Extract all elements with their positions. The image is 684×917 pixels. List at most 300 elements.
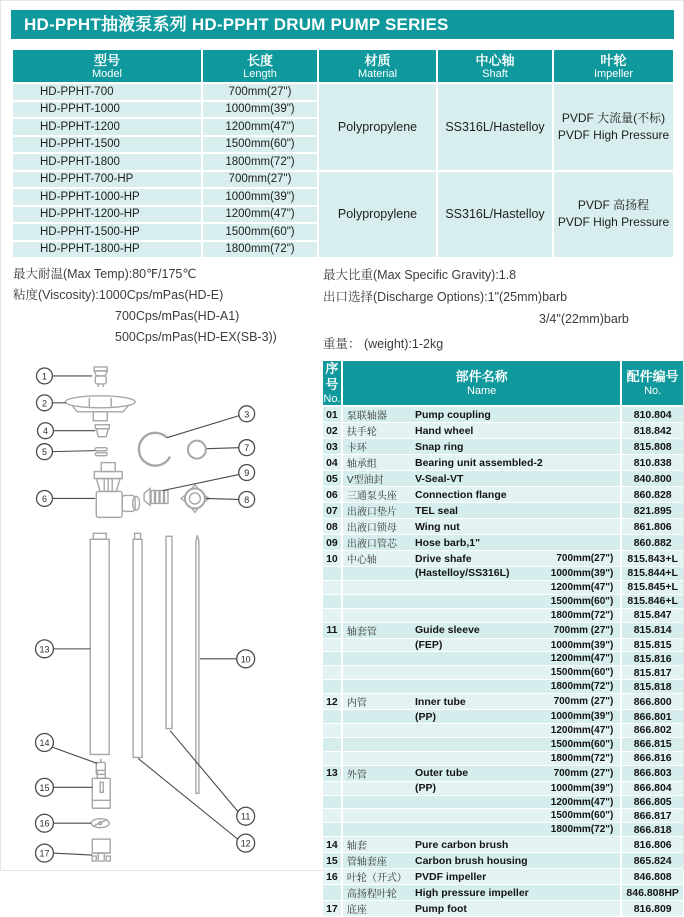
part-name-cn-cell	[342, 795, 411, 809]
length-cell: 1200mm(47")	[203, 207, 317, 223]
part-size-cell: 700mm (27")	[547, 765, 622, 781]
part-no-cell: 05	[323, 471, 342, 487]
part-name-cn-cell: 三通泵头座	[342, 487, 411, 503]
part-name-en-cell: High pressure impeller	[411, 885, 547, 901]
part-name-en-cell: V-Seal-VT	[411, 471, 547, 487]
part-size-cell: 1800mm(72")	[547, 823, 622, 837]
parts-table-row	[323, 551, 683, 567]
part-size-cell: 1800mm(72")	[547, 751, 622, 765]
part-code-cell: 815.845+L	[621, 580, 683, 594]
part-size-cell: 1000mm(39")	[547, 638, 622, 652]
part-code-cell: 866.805	[621, 795, 683, 809]
part-no-cell	[323, 751, 342, 765]
parts-header-code	[621, 361, 683, 406]
part-no-cell	[323, 652, 342, 666]
specs-right-block	[323, 264, 629, 355]
part-name-en-cell: (PP)	[411, 781, 547, 795]
part-name-en-cell: (Hastelloy/SS316L)	[411, 567, 547, 581]
tel-seal-drawing	[188, 441, 206, 459]
parts-table-row	[323, 439, 683, 455]
part-no-cell: 06	[323, 487, 342, 503]
part-size-cell	[547, 423, 622, 439]
part-no-cell	[323, 823, 342, 837]
parts-table-row	[323, 519, 683, 535]
part-name-en-cell: Hand wheel	[411, 423, 547, 439]
part-code-cell: 866.817	[621, 809, 683, 823]
part-name-en-cell	[411, 666, 547, 680]
parts-table-row	[323, 455, 683, 471]
part-name-cn-cell: 高扬程叶轮	[342, 885, 411, 901]
part-code-cell: 866.816	[621, 751, 683, 765]
parts-table-row	[323, 795, 683, 809]
part-code-cell: 815.844+L	[621, 567, 683, 581]
svg-text:16: 16	[39, 818, 50, 829]
inner-tube-drawing	[133, 533, 142, 757]
header-label-en: Length	[243, 67, 277, 80]
part-code-cell: 866.801	[621, 710, 683, 724]
part-name-en-cell: (PP)	[411, 710, 547, 724]
part-size-cell: 1800mm(72")	[547, 608, 622, 622]
parts-header-row	[323, 361, 683, 406]
part-name-cn-cell: 出液口锁母	[342, 519, 411, 535]
header-label-en: Impeller	[593, 67, 634, 80]
part-name-cn-cell: 中心轴	[342, 551, 411, 567]
part-name-cn-cell: 底座	[342, 901, 411, 917]
length-cell: 1500mm(60")	[203, 224, 317, 240]
part-code-cell: 815.846+L	[621, 594, 683, 608]
parts-table-row	[323, 638, 683, 652]
length-cell: 1200mm(47")	[203, 119, 317, 135]
spec-table-header	[13, 50, 673, 82]
callout-3	[239, 406, 255, 422]
header-label-en: Shaft	[482, 67, 508, 80]
spec-header-cell	[554, 50, 673, 82]
pump-coupling-drawing	[94, 367, 107, 387]
v-seal-drawing	[95, 448, 107, 456]
part-code-cell: 846.808	[621, 869, 683, 885]
parts-table-row	[323, 885, 683, 901]
hand-wheel-drawing	[65, 396, 135, 421]
part-code-cell: 860.882	[621, 535, 683, 551]
spec-table	[11, 48, 675, 259]
length-cell: 1800mm(72")	[203, 154, 317, 170]
part-size-cell: 700mm (27")	[547, 622, 622, 638]
model-cell: HD-PPHT-1800-HP	[13, 242, 201, 258]
part-name-cn-cell: 轴承组	[342, 455, 411, 471]
header-label-cn: 长度	[246, 52, 273, 68]
callout-7	[239, 440, 255, 456]
svg-text:15: 15	[39, 782, 50, 793]
impeller-drawing	[91, 819, 109, 828]
length-cell: 1000mm(39")	[203, 102, 317, 118]
parts-table-row	[323, 837, 683, 853]
part-name-en-cell	[411, 809, 547, 823]
part-name-cn-cell: 内管	[342, 694, 411, 710]
parts-table-header	[323, 361, 683, 406]
part-code-cell: 866.818	[621, 823, 683, 837]
part-no-cell: 12	[323, 694, 342, 710]
part-size-cell: 1000mm(39")	[547, 710, 622, 724]
parts-header-no	[323, 361, 342, 406]
part-name-cn-cell	[342, 666, 411, 680]
model-cell: HD-PPHT-1200	[13, 119, 201, 135]
header-label-cn: 中心轴	[475, 52, 515, 68]
shaft-cell: SS316L/Hastelloy	[438, 84, 552, 170]
part-name-cn-cell: 轴套管	[342, 622, 411, 638]
spec-text-line: 最大耐温(Max Temp):80℉/175℃	[13, 267, 197, 281]
impeller-cn: PVDF 大流量(不标)	[561, 110, 666, 125]
model-cell: HD-PPHT-1000	[13, 102, 201, 118]
svg-text:1: 1	[41, 371, 47, 382]
part-size-cell: 700mm(27")	[547, 551, 622, 567]
part-name-en-cell: TEL seal	[411, 503, 547, 519]
part-no-cell: 17	[323, 901, 342, 917]
part-no-cell: 15	[323, 853, 342, 869]
header-label-cn: 叶轮	[600, 52, 627, 68]
impeller-en: PVDF High Pressure	[557, 215, 670, 230]
part-name-en-cell: Snap ring	[411, 439, 547, 455]
part-no-cell: 08	[323, 519, 342, 535]
part-name-cn-cell: 轴套	[342, 837, 411, 853]
svg-text:3: 3	[244, 409, 250, 420]
part-name-cn-cell	[342, 751, 411, 765]
part-size-cell: 1500mm(60")	[547, 737, 622, 751]
part-code-cell: 815.843+L	[621, 551, 683, 567]
parts-table-row	[323, 423, 683, 439]
part-no-cell	[323, 608, 342, 622]
parts-table-row	[323, 594, 683, 608]
connection-flange-drawing	[94, 463, 139, 518]
spec-text-line: 最大比重(Max Specific Gravity):1.8	[323, 268, 517, 282]
svg-text:6: 6	[41, 493, 47, 504]
part-code-cell: 866.800	[621, 694, 683, 710]
part-code-cell: 815.815	[621, 638, 683, 652]
part-name-cn-cell	[342, 652, 411, 666]
part-code-cell: 866.803	[621, 765, 683, 781]
part-code-cell: 816.809	[621, 901, 683, 917]
part-size-cell	[547, 869, 622, 885]
part-size-cell	[547, 406, 622, 423]
part-no-cell: 14	[323, 837, 342, 853]
part-no-cell	[323, 680, 342, 694]
specs-left-block	[13, 264, 277, 348]
part-code-cell: 821.895	[621, 503, 683, 519]
model-cell: HD-PPHT-1500-HP	[13, 224, 201, 240]
part-code-cell: 815.816	[621, 652, 683, 666]
callout-10	[237, 650, 255, 668]
part-no-cell	[323, 781, 342, 795]
part-no-cell	[323, 724, 342, 738]
header-label-en: No.	[323, 393, 341, 405]
part-name-en-cell: Outer tube	[411, 765, 547, 781]
material-cell: Polypropylene	[319, 172, 436, 258]
part-name-cn-cell	[342, 724, 411, 738]
table-row	[13, 84, 673, 100]
callout-11	[237, 807, 255, 825]
callout-9	[239, 465, 255, 481]
part-code-cell: 815.808	[621, 439, 683, 455]
part-name-cn-cell	[342, 809, 411, 823]
part-code-cell: 840.800	[621, 471, 683, 487]
part-size-cell	[547, 487, 622, 503]
callout-15	[36, 778, 54, 796]
impeller-en: PVDF High Pressure	[557, 127, 670, 142]
length-cell: 1000mm(39")	[203, 189, 317, 205]
hose-barb-drawing	[144, 488, 168, 505]
part-no-cell	[323, 567, 342, 581]
part-name-en-cell: Bearing unit assembled-2	[411, 455, 547, 471]
spec-text-line: 粘度(Viscosity):1000Cps/mPas(HD-E)	[13, 288, 224, 302]
callout-1	[37, 368, 53, 384]
callout-5	[37, 444, 53, 460]
bearing-unit-drawing	[95, 425, 109, 437]
part-code-cell: 810.804	[621, 406, 683, 423]
part-no-cell: 07	[323, 503, 342, 519]
part-code-cell: 818.842	[621, 423, 683, 439]
part-name-en-cell	[411, 823, 547, 837]
model-cell: HD-PPHT-1200-HP	[13, 207, 201, 223]
part-no-cell	[323, 885, 342, 901]
parts-table-row	[323, 535, 683, 551]
length-cell: 700mm(27")	[203, 172, 317, 188]
svg-text:8: 8	[244, 494, 250, 505]
part-no-cell: 09	[323, 535, 342, 551]
shaft-cell: SS316L/Hastelloy	[438, 172, 552, 258]
parts-table-row	[323, 652, 683, 666]
parts-table-row	[323, 487, 683, 503]
part-code-cell: 860.828	[621, 487, 683, 503]
parts-table-row	[323, 724, 683, 738]
header-label-en: Model	[92, 67, 122, 80]
part-size-cell	[547, 471, 622, 487]
svg-text:5: 5	[41, 447, 47, 458]
part-size-cell	[547, 519, 622, 535]
part-name-cn-cell: 出液口管芯	[342, 535, 411, 551]
spec-text-line: 3/4"(22mm)barb	[539, 312, 629, 326]
part-name-en-cell: Connection flange	[411, 487, 547, 503]
part-no-cell	[323, 809, 342, 823]
part-size-cell: 1500mm(60")	[547, 809, 622, 823]
model-cell: HD-PPHT-1800	[13, 154, 201, 170]
length-cell: 700mm(27")	[203, 84, 317, 100]
part-code-cell: 865.824	[621, 853, 683, 869]
part-name-en-cell	[411, 594, 547, 608]
parts-diagram	[16, 358, 316, 872]
part-no-cell	[323, 795, 342, 809]
part-name-cn-cell	[342, 781, 411, 795]
parts-table-row	[323, 694, 683, 710]
part-name-cn-cell: 卡环	[342, 439, 411, 455]
part-name-cn-cell: 外管	[342, 765, 411, 781]
model-cell: HD-PPHT-1500	[13, 137, 201, 153]
svg-text:9: 9	[244, 468, 250, 479]
parts-table-row	[323, 567, 683, 581]
part-name-en-cell: Wing nut	[411, 519, 547, 535]
part-no-cell	[323, 580, 342, 594]
svg-text:10: 10	[240, 654, 251, 665]
header-label-en: Name	[466, 385, 497, 397]
part-code-cell: 815.847	[621, 608, 683, 622]
wing-nut-drawing	[181, 485, 209, 513]
part-name-en-cell	[411, 795, 547, 809]
spec-header-cell	[319, 50, 436, 82]
part-name-cn-cell	[342, 580, 411, 594]
part-no-cell	[323, 638, 342, 652]
part-code-cell: 815.814	[621, 622, 683, 638]
part-size-cell	[547, 503, 622, 519]
part-no-cell	[323, 594, 342, 608]
part-code-cell: 810.838	[621, 455, 683, 471]
part-size-cell	[547, 901, 622, 917]
length-cell: 1800mm(72")	[203, 242, 317, 258]
impeller-cell	[554, 84, 673, 170]
part-size-cell	[547, 853, 622, 869]
parts-table-row	[323, 853, 683, 869]
parts-diagram-svg	[16, 358, 316, 872]
page-title: HD-PPHT抽液泵系列 HD-PPHT DRUM PUMP SERIES	[11, 10, 674, 39]
part-no-cell: 04	[323, 455, 342, 471]
length-cell: 1500mm(60")	[203, 137, 317, 153]
callout-8	[239, 491, 255, 507]
part-name-en-cell: Pump coupling	[411, 406, 547, 423]
part-name-en-cell	[411, 608, 547, 622]
part-name-cn-cell	[342, 710, 411, 724]
spec-header-cell	[13, 50, 201, 82]
parts-table-row	[323, 781, 683, 795]
header-label-cn: 配件编号	[626, 369, 679, 384]
part-size-cell: 1200mm(47")	[547, 724, 622, 738]
part-size-cell: 1000mm(39")	[547, 567, 622, 581]
table-row	[13, 172, 673, 188]
spec-text-line: 500Cps/mPas(HD-EX(SB-3))	[115, 330, 277, 344]
svg-text:7: 7	[244, 443, 250, 454]
part-name-en-cell	[411, 737, 547, 751]
part-no-cell	[323, 666, 342, 680]
svg-text:2: 2	[41, 398, 47, 409]
spec-header-row	[13, 50, 673, 82]
part-no-cell	[323, 710, 342, 724]
part-code-cell: 866.804	[621, 781, 683, 795]
svg-text:13: 13	[39, 644, 50, 655]
svg-text:12: 12	[240, 838, 251, 849]
parts-table-row	[323, 622, 683, 638]
part-name-cn-cell: 扶手轮	[342, 423, 411, 439]
part-name-en-cell: (FEP)	[411, 638, 547, 652]
part-size-cell: 700mm (27")	[547, 694, 622, 710]
header-label-cn: 型号	[93, 52, 120, 68]
part-no-cell: 13	[323, 765, 342, 781]
spec-text-line: 700Cps/mPas(HD-A1)	[115, 309, 240, 323]
impeller-cell	[554, 172, 673, 258]
parts-table-row	[323, 765, 683, 781]
callout-13	[36, 640, 54, 658]
parts-table-row	[323, 580, 683, 594]
svg-text:11: 11	[241, 811, 251, 822]
parts-table-row	[323, 666, 683, 680]
impeller-cn: PVDF 高扬程	[577, 198, 650, 213]
callout-17	[36, 844, 54, 862]
part-name-cn-cell: 出液口垫片	[342, 503, 411, 519]
part-no-cell: 16	[323, 869, 342, 885]
part-name-cn-cell	[342, 567, 411, 581]
svg-text:4: 4	[42, 426, 48, 437]
part-name-cn-cell	[342, 608, 411, 622]
part-size-cell: 1200mm(47")	[547, 795, 622, 809]
part-name-en-cell: PVDF impeller	[411, 869, 547, 885]
part-code-cell: 816.806	[621, 837, 683, 853]
part-code-cell: 846.808HP	[621, 885, 683, 901]
callout-4	[38, 423, 54, 439]
part-size-cell	[547, 837, 622, 853]
part-no-cell: 01	[323, 406, 342, 423]
part-size-cell: 1200mm(47")	[547, 580, 622, 594]
pump-foot-drawing	[92, 839, 110, 861]
header-label-en: Material	[357, 67, 398, 80]
part-size-cell: 1800mm(72")	[547, 680, 622, 694]
model-cell: HD-PPHT-1000-HP	[13, 189, 201, 205]
part-size-cell	[547, 535, 622, 551]
part-name-en-cell: Pump foot	[411, 901, 547, 917]
part-name-cn-cell	[342, 594, 411, 608]
parts-table-body	[323, 406, 683, 917]
part-no-cell: 03	[323, 439, 342, 455]
header-label-cn: 材质	[364, 52, 391, 68]
part-size-cell: 1500mm(60")	[547, 594, 622, 608]
diagram-leader-lines	[50, 376, 238, 855]
part-name-en-cell	[411, 580, 547, 594]
part-code-cell: 866.815	[621, 737, 683, 751]
callout-12	[237, 834, 255, 852]
svg-text:14: 14	[39, 737, 50, 748]
guide-sleeve-drawing	[166, 536, 172, 728]
part-code-cell: 866.802	[621, 724, 683, 738]
diagram-callouts	[36, 368, 255, 862]
spec-header-cell	[438, 50, 552, 82]
part-name-en-cell	[411, 751, 547, 765]
parts-table-row	[323, 406, 683, 423]
part-name-cn-cell	[342, 638, 411, 652]
part-name-cn-cell: 泵联轴器	[342, 406, 411, 423]
part-no-cell	[323, 737, 342, 751]
parts-header-name	[342, 361, 621, 406]
part-name-en-cell: Pure carbon brush	[411, 837, 547, 853]
parts-table-row	[323, 471, 683, 487]
model-cell: HD-PPHT-700-HP	[13, 172, 201, 188]
part-name-en-cell: Guide sleeve	[411, 622, 547, 638]
outer-tube-drawing	[90, 533, 109, 754]
part-size-cell: 1200mm(47")	[547, 652, 622, 666]
part-code-cell: 815.818	[621, 680, 683, 694]
spec-header-cell	[203, 50, 317, 82]
part-size-cell: 1000mm(39")	[547, 781, 622, 795]
part-name-en-cell	[411, 724, 547, 738]
part-name-cn-cell	[342, 680, 411, 694]
spec-text-line: 重量： (weight):1-2kg	[323, 337, 444, 351]
parts-table-row	[323, 608, 683, 622]
part-code-cell: 861.806	[621, 519, 683, 535]
snap-ring-drawing	[139, 433, 170, 466]
parts-table-row	[323, 680, 683, 694]
part-size-cell	[547, 885, 622, 901]
header-label-cn: 序号	[325, 361, 339, 392]
part-code-cell: 815.817	[621, 666, 683, 680]
callout-16	[36, 814, 54, 832]
parts-table	[323, 361, 683, 917]
part-name-cn-cell: 管轴套座	[342, 853, 411, 869]
parts-table-row	[323, 901, 683, 917]
material-cell: Polypropylene	[319, 84, 436, 170]
part-name-cn-cell: 叶轮（开式）	[342, 869, 411, 885]
